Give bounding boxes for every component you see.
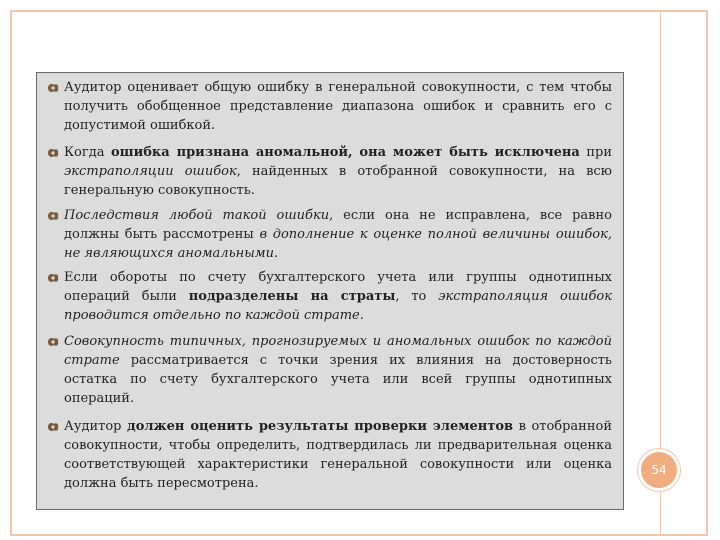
fleuron-bullet-icon xyxy=(46,271,60,285)
bullet-text-2: Когда ошибка признана аномальной, она может быть исключена при экстраполяции ошибок, найденных в отобранной совокупности, на всю генеральную совокупность. xyxy=(64,145,612,198)
bullet-text-4: Если обороты по счету бухгалтерского учета или группы однотипных операций были подразделены на страты, то экстраполяция ошибок проводится отдельно по каждой страте. xyxy=(64,270,613,323)
bullet-text-5: Совокупность типичных, прогнозируемых и аномальных ошибок по каждой страте рассматривается с точки зрения их влияния на достоверность остатка по счету бухгалтерского учета или всей группы однотипных операций. xyxy=(64,334,612,406)
page-number-badge xyxy=(638,449,680,491)
content-box xyxy=(36,72,624,510)
fleuron-bullet-icon xyxy=(46,335,60,349)
bullet-text-3: Последствия любой такой ошибки, если она не исправлена, все равно должны быть рассмотрены в дополнение к оценке полной величины ошибок, не являющихся аномальными. xyxy=(64,208,612,261)
bullet-text-6: Аудитор должен оценить результаты проверки элементов в отобранной совокупности, чтобы определить, подтвердилась ли предварительная оценка соответствующей характеристики генеральной совокупности или оценка должна быть пересмотрена. xyxy=(64,419,613,491)
fleuron-bullet-icon xyxy=(46,209,60,223)
fleuron-bullet-icon xyxy=(46,420,60,434)
page-number: 54 xyxy=(651,463,667,477)
bullet-text-1: Аудитор оценивает общую ошибку в генеральной совокупности, с тем чтобы получить обобщенное представление диапазона ошибок и сравнить его с допустимой ошибкой. xyxy=(64,80,612,133)
fleuron-bullet-icon xyxy=(46,81,60,95)
fleuron-bullet-icon xyxy=(46,146,60,160)
